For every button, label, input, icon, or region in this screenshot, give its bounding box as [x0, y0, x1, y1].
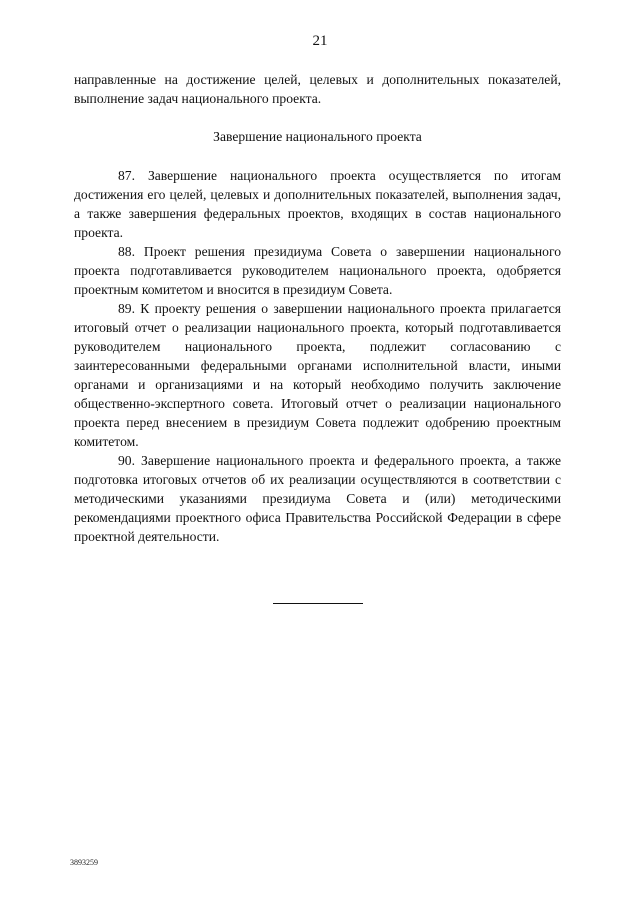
page-number: 21: [312, 33, 328, 49]
paragraph-88: 88. Проект решения президиума Совета о завершении национального проекта подготавливается руководителем национального проекта, одобряется проектным комитетом и вносится в президиум Совета.: [74, 244, 561, 297]
paragraph-90: 90. Завершение национального проекта и федерального проекта, а также подготовка итоговых отчетов об их реализации осуществляются в соответствии с методическими указаниями президиума Совета и (или) методическими рекомендациями проектного офиса Правительства Российской Федерации в сфере проектной деятельности.: [74, 453, 561, 544]
end-divider-line: [273, 603, 363, 604]
section-heading: Завершение национального проекта: [213, 129, 422, 144]
document-code: 3893259: [70, 858, 98, 867]
document-body: [74, 70, 561, 546]
paragraph-89: 89. К проекту решения о завершении национального проекта прилагается итоговый отчет о реализации национального проекта, который подготавливается руководителем национального проекта, подлежит согласованию с заинтересованными федеральными органами исполнительной власти, иными органами и организациями и на который необходимо получить заключение общественно-экспертного совета. Итоговый отчет о реализации национального проекта перед внесением в президиум Совета подлежит одобрению проектным комитетом.: [74, 301, 561, 449]
intro-paragraph: направленные на достижение целей, целевых и дополнительных показателей, выполнение задач национального проекта.: [74, 72, 561, 106]
paragraph-87: 87. Завершение национального проекта осуществляется по итогам достижения его целей, целевых и дополнительных показателей, выполнения задач, а также завершения федеральных проектов, входящих в состав национального проекта.: [74, 168, 561, 240]
